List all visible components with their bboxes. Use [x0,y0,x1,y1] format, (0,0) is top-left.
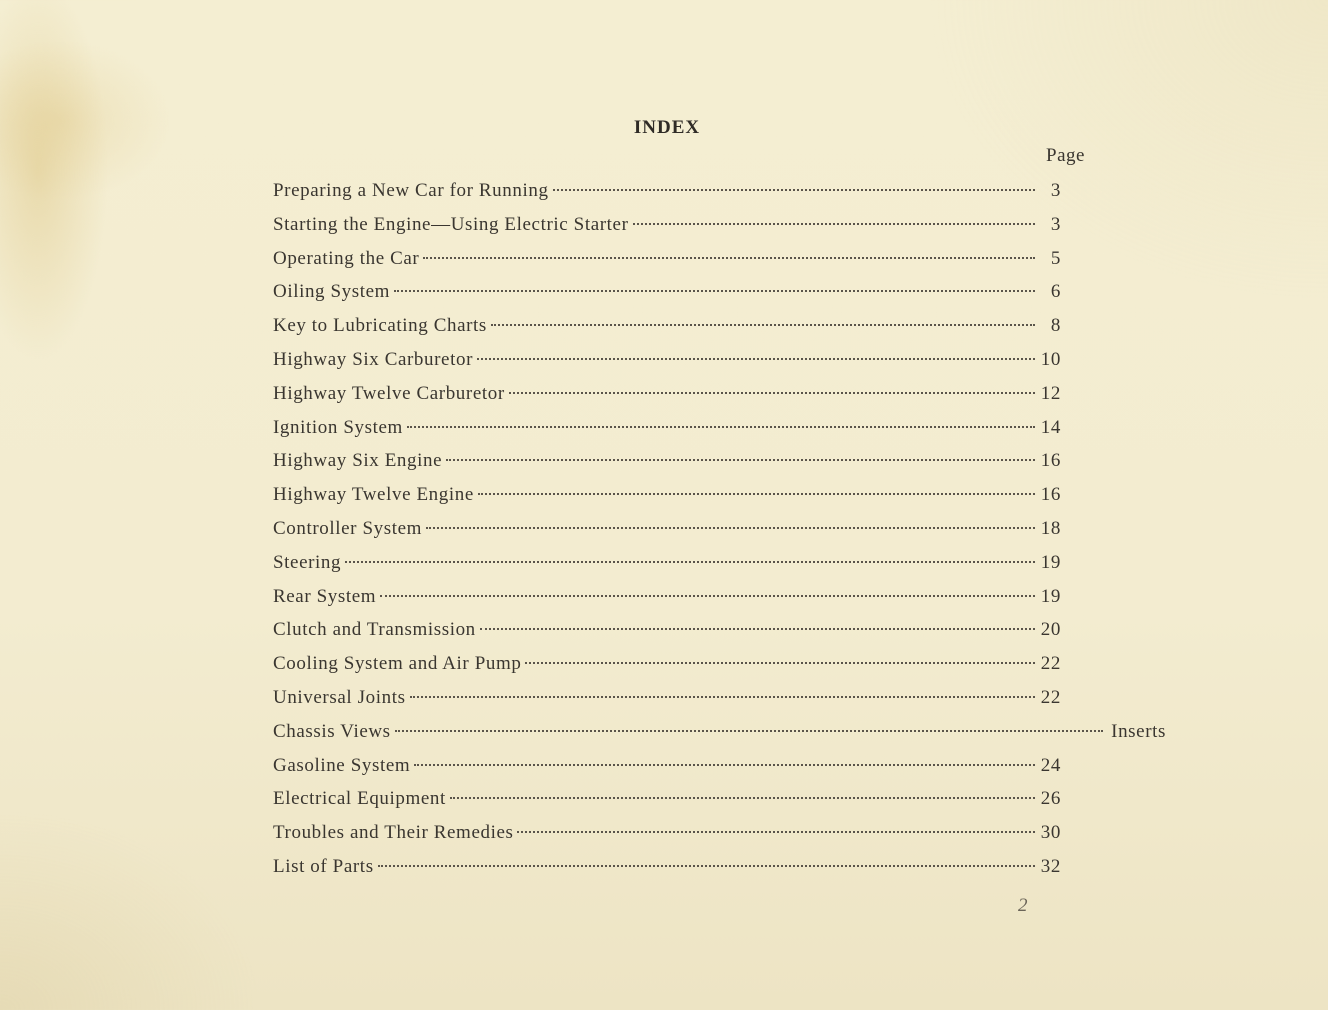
index-entry [273,512,1173,546]
dot-leader [450,796,1035,799]
entry-page: 12 [1040,382,1061,404]
entry-page: 22 [1040,686,1061,708]
index-entry [273,850,1173,884]
entry-page: 14 [1040,416,1061,438]
entry-label: Highway Twelve Carburetor [273,382,505,404]
entry-label: Steering [273,551,342,573]
index-entry [273,444,1173,478]
dot-leader [517,830,1035,833]
entry-label: Ignition System [273,416,403,438]
entry-page: 6 [1050,281,1061,303]
entry-page: 8 [1050,315,1061,337]
dot-leader [394,289,1035,292]
entry-page: 26 [1040,788,1061,810]
entry-page: Inserts [1111,720,1166,742]
dot-leader [478,492,1035,495]
entry-label: Rear System [273,585,377,607]
entry-page: 24 [1040,754,1061,776]
index-entry [273,816,1173,850]
dot-leader [477,357,1035,360]
entry-page: 19 [1040,585,1061,607]
entry-label: Highway Six Carburetor [273,348,473,370]
entry-page: 19 [1040,551,1061,573]
index-entry [273,242,1173,276]
entry-label: Starting the Engine—Using Electric Starter [273,213,629,235]
dot-leader [491,323,1035,326]
page-title: INDEX [633,117,701,138]
index-entry [273,275,1173,309]
dot-leader [345,560,1035,563]
index-entry [273,546,1173,580]
entry-page: 5 [1050,247,1061,269]
dot-leader [407,425,1035,428]
entry-page: 16 [1040,450,1061,472]
index-entry [273,478,1173,512]
index-entry [273,174,1173,208]
entry-page: 10 [1040,348,1061,370]
dot-leader [410,695,1035,698]
dot-leader [423,256,1035,259]
index-entry [273,647,1173,681]
entry-label: Oiling System [273,281,391,303]
entry-label: Operating the Car [273,247,420,269]
page-number: 2 [1018,895,1028,916]
entry-page: 32 [1040,855,1061,877]
dot-leader [480,627,1035,630]
index-list [273,174,1173,884]
entry-label: Troubles and Their Remedies [273,822,514,844]
index-entry [273,613,1173,647]
index-entry [273,782,1173,816]
entry-page: 20 [1040,619,1061,641]
index-entry [273,208,1173,242]
index-entry [273,377,1173,411]
index-entry [273,715,1173,749]
dot-leader [509,391,1035,394]
index-entry [273,580,1173,614]
index-entry [273,309,1173,343]
entry-label: Preparing a New Car for Running [273,180,549,201]
index-entry [273,749,1173,783]
entry-page: 18 [1040,517,1061,539]
dot-leader [525,661,1035,664]
entry-label: Key to Lubricating Charts [273,315,487,337]
dot-leader [426,526,1035,529]
index-entry [273,343,1173,377]
entry-label: Gasoline System [273,754,411,776]
dot-leader [446,458,1035,461]
dot-leader [414,763,1035,766]
dot-leader [553,188,1035,191]
entry-page: 3 [1050,213,1061,235]
dot-leader [395,729,1103,732]
entry-label: Chassis Views [273,720,391,742]
page-column-header: Page [1046,145,1085,166]
entry-label: Cooling System and Air Pump [273,653,522,675]
entry-label: Highway Six Engine [273,450,443,472]
entry-page: 30 [1040,822,1061,844]
entry-label: List of Parts [273,855,374,877]
entry-page: 3 [1050,180,1061,201]
entry-label: Universal Joints [273,686,406,708]
entry-label: Controller System [273,517,422,539]
entry-label: Highway Twelve Engine [273,484,474,506]
index-entry [273,681,1173,715]
entry-page: 22 [1040,653,1061,675]
entry-page: 16 [1040,484,1061,506]
dot-leader [380,594,1035,597]
index-entry [273,411,1173,445]
entry-label: Electrical Equipment [273,788,446,810]
entry-label: Clutch and Transmission [273,619,476,641]
dot-leader [378,864,1035,867]
dot-leader [633,222,1035,225]
